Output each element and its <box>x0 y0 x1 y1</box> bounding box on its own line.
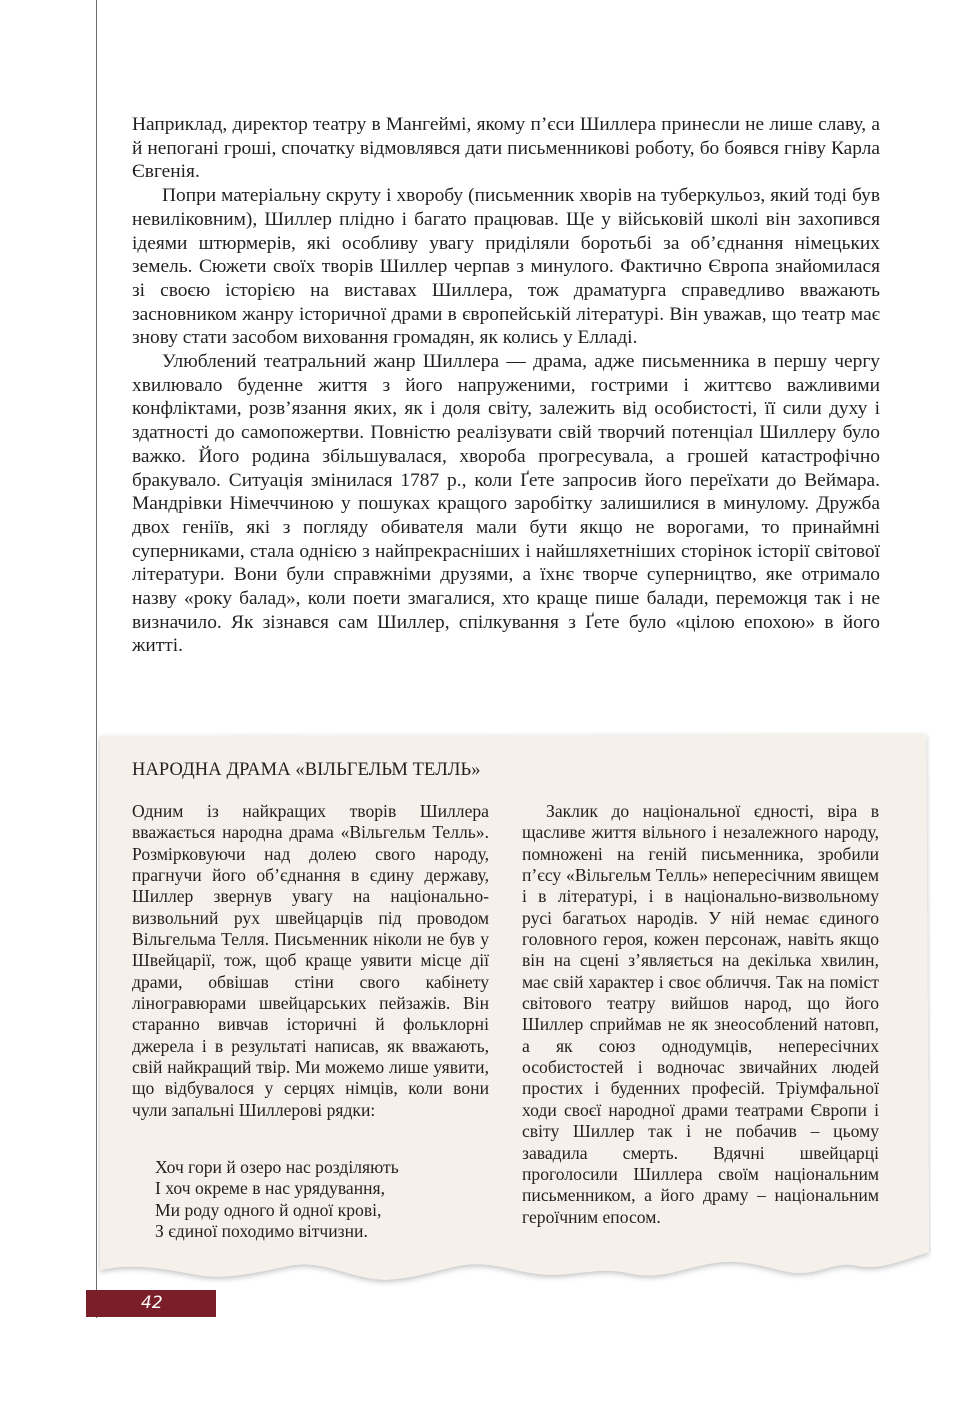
sidebar-right-column <box>522 801 879 1228</box>
margin-rule <box>96 0 97 1318</box>
paragraph: Попри матеріальну скруту і хворобу (письменник хворів на туберкульоз, який тоді був невиліковним), Шиллер плідно і багато працював. Ще у військовій школі він захопився ідеями штюрмерів, які особливу увагу приділяли боротьбі за об’єднання німецьких земель. Сюжети своїх творів Шиллер черпав з минулого. Фактично Європа знайомилася зі своєю історією на виставах Шиллера, тож драматурга справедливо вважають засновником жанру історичної драми в європейській літературі. Він уважав, що театр має знову стати засобом виховання громадян, як колись у Елладі. <box>132 185 880 349</box>
poem-line: Ми роду одного й одної крові, <box>155 1199 382 1220</box>
poem-line: І хоч окреме в нас урядування, <box>155 1178 386 1199</box>
sidebar-left-column <box>132 801 489 1121</box>
main-body-text <box>132 113 880 658</box>
sidebar-title: НАРОДНА ДРАМА «ВІЛЬГЕЛЬМ ТЕЛЛЬ» <box>132 760 481 780</box>
page-number: 42 <box>141 1293 163 1313</box>
poem-line: Хоч гори й озеро нас розділяють <box>155 1157 399 1177</box>
paragraph: Заклик до національної єдності, віра в щасливе життя вільного і незалежного народу, помножені на геній письменника, зробили п’єсу «Вільгельм Телль» непересічним явищем і в літературі, і в національно-визвольному русі багатьох народів. У ній немає єдиного головного героя, кожен персонаж, навіть якщо він на сцені з’являється на декілька хвилин, має свій характер і своє обличчя. Так на поміст світового театру вийшов народ, що його Шиллер сприймав не як знеособлений натовп, а як союз однодумців, непересічних особистостей і водночас звичайних людей простих і буденних професій. Тріумфальної ходи своєї народної драми театрами Європи і світу Шиллер так і не побачив – цьому завадила смерть. Вдячні швейцарці проголосили Шиллера своїм національним письменником, а його драму – національним героїчним епосом. <box>522 801 879 1227</box>
poem-quote <box>155 1157 495 1242</box>
paragraph: Одним із найкращих творів Шиллера вважається народна драма «Вільгельм Телль». Розмірковуючи над долею свого народу, прагнучи його об’єднання в єдину державу, Шиллер звернув увагу на національно-визвольний рух швейцарців під проводом Вільгельма Телля. Письменник ніколи не був у Швейцарії, тож, щоб краще уявити місце дії драми, обвішав стіни свого кабінету ліногравюрами швейцарських пейзажів. Він старанно вивчав історичні й фольклорні джерела і в результаті написав, як вважають, свій найкращий твір. Ми можемо лише уявити, що відбувалося у серцях німців, коли вони чули запальні Шиллерові рядки: <box>132 801 489 1120</box>
paragraph: Наприклад, директор театру в Мангеймі, якому п’єси Шиллера принесли не лише славу, а й непогані гроші, спочатку відмовлявся дати письменникові роботу, бо боявся гніву Карла Євгенія. <box>132 114 880 183</box>
paragraph: Улюблений театральний жанр Шиллера — драма, адже письменника в першу чергу хвилювало буденне життя з його напруженими, гострими і життєво важливими конфліктами, розв’язання яких, як і доля світу, залежить від особистості, її сили духу і здатності до самопожертви. Повністю реалізувати свій творчий потенціал Шиллеру було важко. Його родина збільшувалася, хвороба прогресувала, а грошей катастрофічно бракувало. Ситуація змінилася 1787 р., коли Ґете запросив його переїхати до Веймара. Мандрівки Німеччиною у пошуках кращого заробітку залишилися в минулому. Дружба двох геніїв, які з погляду обивателя мали бути якщо не ворогами, то принаймні суперниками, стала однією з найпрекрасніших і найшляхетніших сторінок історії світової літератури. Вони були справжніми друзями, а їхнє творче суперництво, яке отримало назву «року балад», коли поети змагалися, хто краще пише балади, переможця так і не визначило. Як зізнався сам Шиллер, спілкування з Ґете було «цілою епохою» в його житті. <box>132 351 880 657</box>
poem-line: З єдиної походимо вітчизни. <box>155 1221 368 1242</box>
